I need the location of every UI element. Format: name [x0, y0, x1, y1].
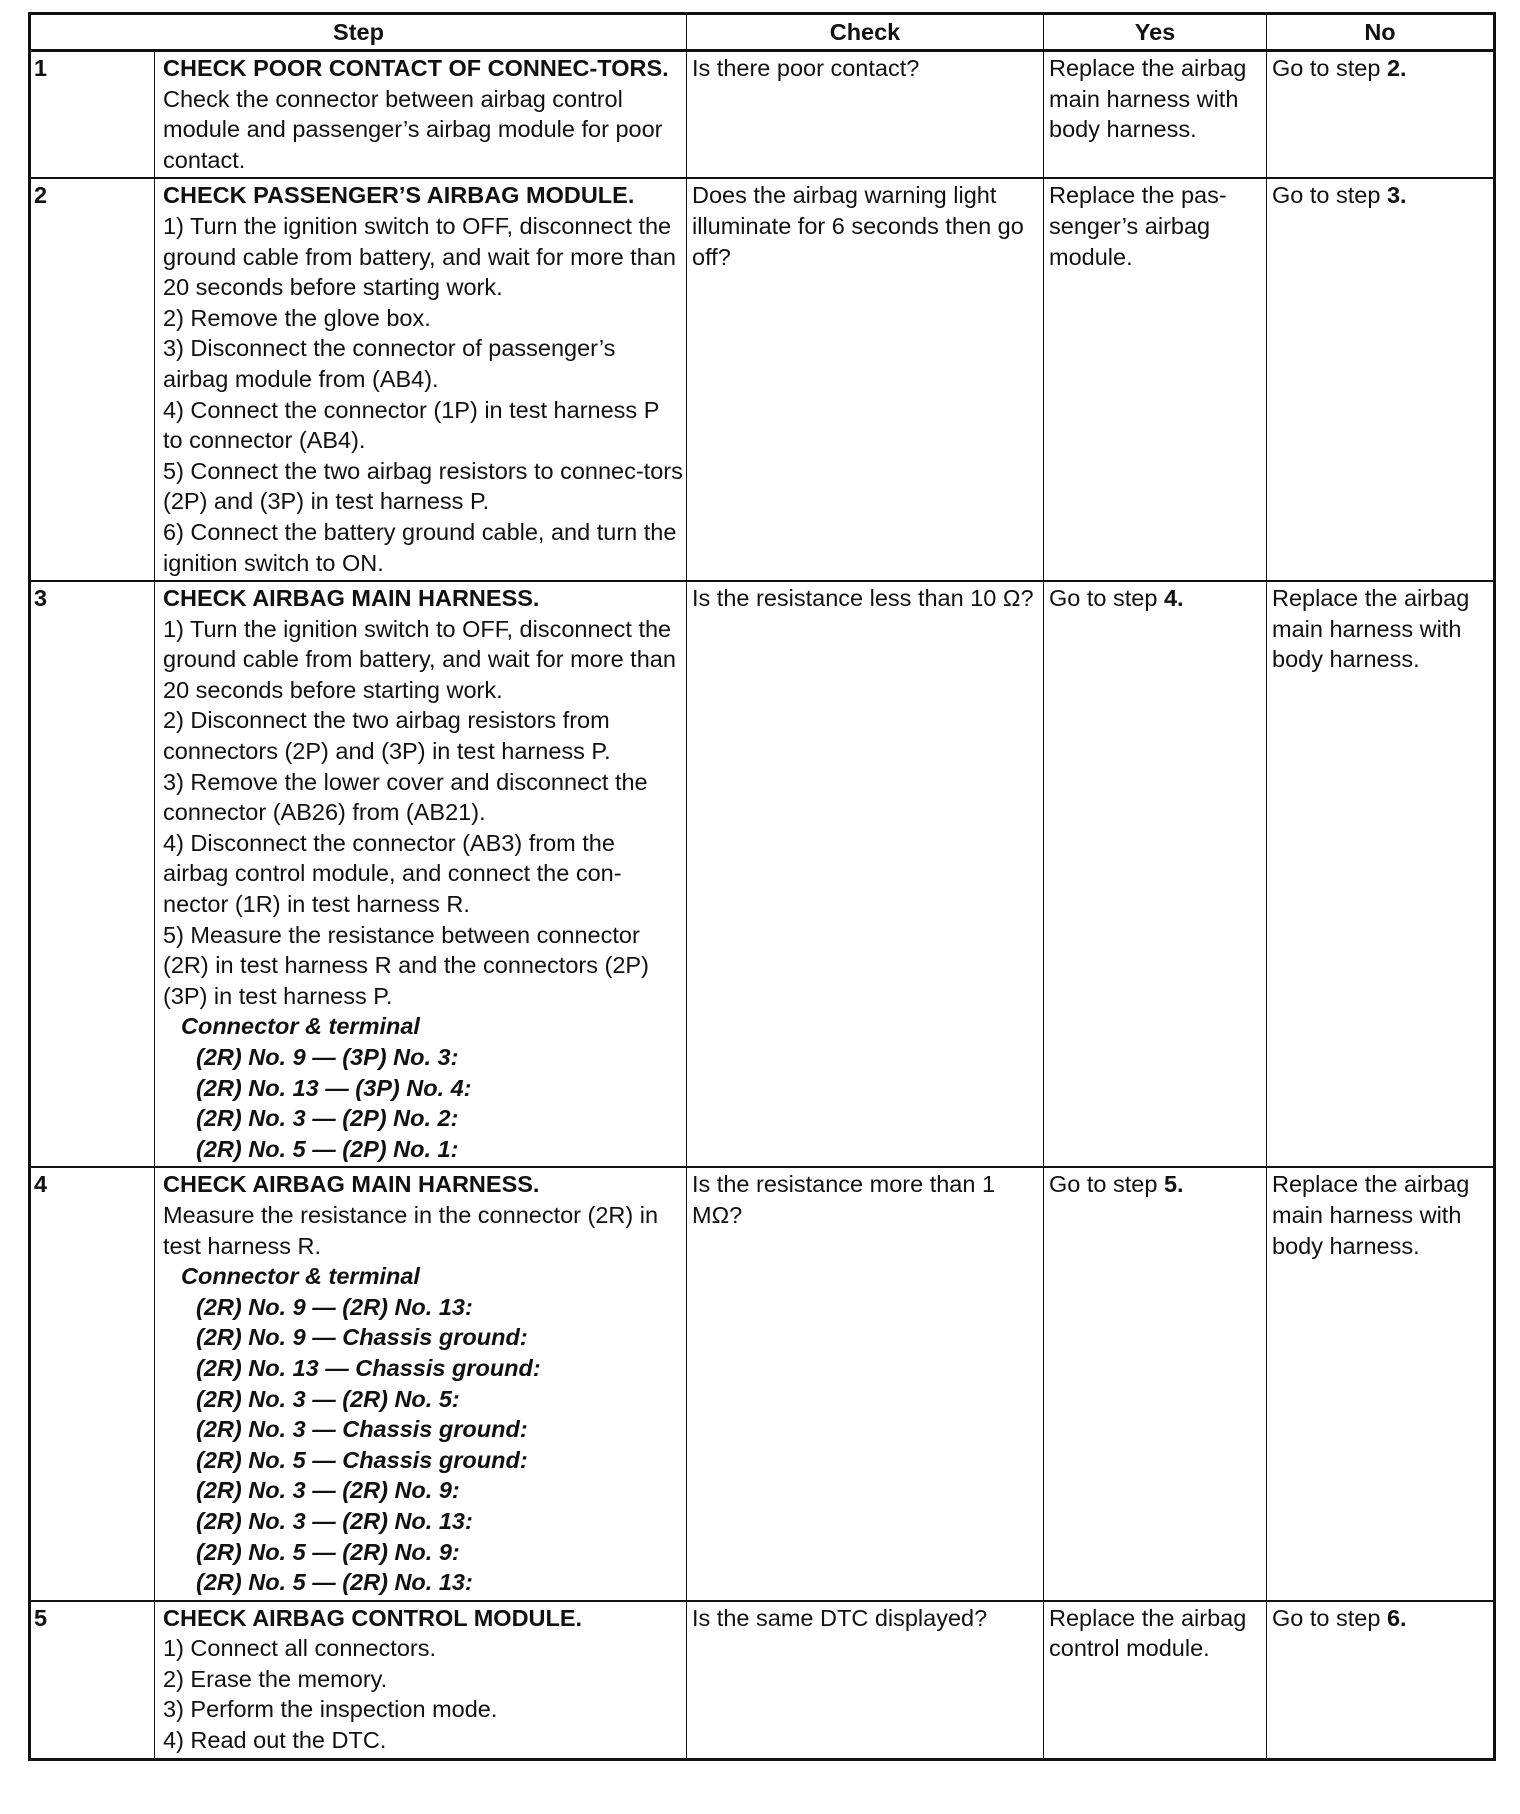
no-action-text: Replace the airbag main harness with body harness.	[1272, 1171, 1470, 1259]
connector-terminal-item: (2R) No. 3 — (2R) No. 13:	[196, 1507, 473, 1534]
header-no: No	[1267, 14, 1495, 51]
step-title: CHECK POOR CONTACT OF CONNEC-TORS.	[163, 55, 669, 81]
diagnostic-procedure-table	[28, 12, 1496, 1761]
header-yes: Yes	[1044, 14, 1267, 51]
connector-terminal-item: (2R) No. 5 — (2R) No. 9:	[196, 1538, 460, 1565]
check-question: Is the same DTC displayed?	[687, 1601, 1044, 1759]
step-row-5	[30, 1601, 1495, 1759]
step-row-1	[30, 51, 1495, 179]
step-description	[155, 51, 687, 179]
yes-action	[1044, 51, 1267, 179]
step-instruction: 4) Connect the connector (1P) in test harness P to connector (AB4).	[163, 396, 659, 454]
step-row-4	[30, 1167, 1495, 1600]
step-instruction: 2) Disconnect the two airbag resistors from connectors (2P) and (3P) in test harness P.	[163, 707, 611, 765]
connector-terminal-item: (2R) No. 9 — (2R) No. 13:	[196, 1293, 473, 1320]
step-instruction: Check the connector between airbag control module and passenger’s airbag module for poor contact.	[163, 85, 663, 173]
step-title: CHECK AIRBAG CONTROL MODULE.	[163, 1604, 583, 1631]
step-row-3	[30, 581, 1495, 1167]
no-goto-step: 6.	[1386, 1604, 1407, 1631]
step-instruction: 2) Erase the memory.	[163, 1665, 388, 1692]
step-number: 3	[30, 581, 155, 1167]
connector-terminal-heading: Connector & terminal	[181, 1263, 420, 1290]
connector-terminal-item: (2R) No. 13 — (3P) No. 4:	[196, 1074, 472, 1101]
step-instruction: 1) Connect all connectors.	[163, 1635, 437, 1662]
yes-action-text: Replace the pas-senger’s airbag module.	[1049, 182, 1227, 270]
step-description	[155, 178, 687, 581]
step-number: 4	[30, 1167, 155, 1600]
step-title: CHECK AIRBAG MAIN HARNESS.	[163, 585, 540, 612]
header-step: Step	[30, 14, 687, 51]
step-instruction: 1) Turn the ignition switch to OFF, disconnect the ground cable from battery, and wait for more than 20 seconds before starting work.	[163, 212, 676, 301]
step-instruction: 3) Remove the lower cover and disconnect the connector (AB26) from (AB21).	[163, 768, 648, 826]
no-action	[1267, 1167, 1495, 1600]
check-question: Is there poor contact?	[687, 51, 1044, 179]
step-instruction: Measure the resistance in the connector (2R) in test harness R.	[163, 1201, 659, 1259]
yes-action	[1044, 1601, 1267, 1759]
connector-terminal-item: (2R) No. 5 — (2P) No. 1:	[196, 1135, 459, 1162]
connector-terminal-item: (2R) No. 9 — (3P) No. 3:	[196, 1044, 459, 1070]
yes-action	[1044, 1167, 1267, 1600]
step-instruction: 2) Remove the glove box.	[163, 304, 431, 331]
step-instruction: 5) Connect the two airbag resistors to connec-tors (2P) and (3P) in test harness P.	[163, 457, 683, 515]
no-action	[1267, 1601, 1495, 1759]
yes-action	[1044, 581, 1267, 1167]
step-description	[155, 1601, 687, 1759]
step-instruction: 4) Read out the DTC.	[163, 1727, 387, 1754]
header-row	[30, 14, 1495, 51]
header-check: Check	[687, 14, 1044, 51]
step-instruction: 3) Perform the inspection mode.	[163, 1696, 498, 1723]
connector-terminal-heading: Connector & terminal	[181, 1013, 420, 1040]
connector-terminal-item: (2R) No. 3 — (2R) No. 9:	[196, 1477, 460, 1504]
check-question: Does the airbag warning light illuminate for 6 seconds then go off?	[687, 178, 1044, 581]
connector-terminal-item: (2R) No. 9 — Chassis ground:	[196, 1324, 528, 1351]
check-question: Is the resistance more than 1 MΩ?	[687, 1167, 1044, 1600]
yes-action	[1044, 178, 1267, 581]
no-action	[1267, 178, 1495, 581]
step-title: CHECK PASSENGER’S AIRBAG MODULE.	[163, 182, 635, 209]
step-instruction: 4) Disconnect the connector (AB3) from the airbag control module, and connect the con-nector (1R) in test harness R.	[163, 829, 622, 918]
yes-action-text: Go to step	[1049, 585, 1164, 612]
step-description	[155, 581, 687, 1167]
yes-action-text: Replace the airbag main harness with body harness.	[1049, 55, 1247, 143]
no-action-text: Go to step	[1272, 55, 1387, 81]
yes-action-text: Replace the airbag control module.	[1049, 1604, 1247, 1662]
connector-terminal-item: (2R) No. 5 — (2R) No. 13:	[196, 1569, 473, 1596]
yes-action-text: Go to step	[1049, 1171, 1164, 1198]
step-row-2	[30, 178, 1495, 581]
connector-terminal-item: (2R) No. 13 — Chassis ground:	[196, 1354, 541, 1381]
connector-terminal-item: (2R) No. 3 — (2R) No. 5:	[196, 1385, 460, 1412]
no-action-text: Replace the airbag main harness with body harness.	[1272, 585, 1470, 673]
step-instruction: 5) Measure the resistance between connector (2R) in test harness R and the connectors (2P) (3P) in test harness P.	[163, 921, 649, 1009]
no-goto-step: 2.	[1386, 55, 1407, 81]
step-number: 1	[30, 51, 155, 179]
yes-goto-step: 5.	[1163, 1171, 1184, 1198]
connector-terminal-item: (2R) No. 3 — (2P) No. 2:	[196, 1105, 459, 1132]
no-action	[1267, 51, 1495, 179]
no-action	[1267, 581, 1495, 1167]
connector-terminal-item: (2R) No. 5 — Chassis ground:	[196, 1446, 528, 1473]
yes-goto-step: 4.	[1163, 585, 1184, 612]
connector-terminal-item: (2R) No. 3 — Chassis ground:	[196, 1416, 528, 1443]
step-description	[155, 1167, 687, 1600]
step-instruction: 1) Turn the ignition switch to OFF, disconnect the ground cable from battery, and wait for more than 20 seconds before starting work.	[163, 615, 676, 703]
step-instruction: 3) Disconnect the connector of passenger’s airbag module from (AB4).	[163, 335, 616, 392]
no-goto-step: 3.	[1386, 182, 1407, 209]
step-number: 2	[30, 178, 155, 581]
step-instruction: 6) Connect the battery ground cable, and turn the ignition switch to ON.	[163, 518, 677, 576]
check-question: Is the resistance less than 10 Ω?	[687, 581, 1044, 1167]
step-title: CHECK AIRBAG MAIN HARNESS.	[163, 1171, 540, 1198]
step-number: 5	[30, 1601, 155, 1759]
no-action-text: Go to step	[1272, 1604, 1387, 1631]
no-action-text: Go to step	[1272, 182, 1387, 209]
